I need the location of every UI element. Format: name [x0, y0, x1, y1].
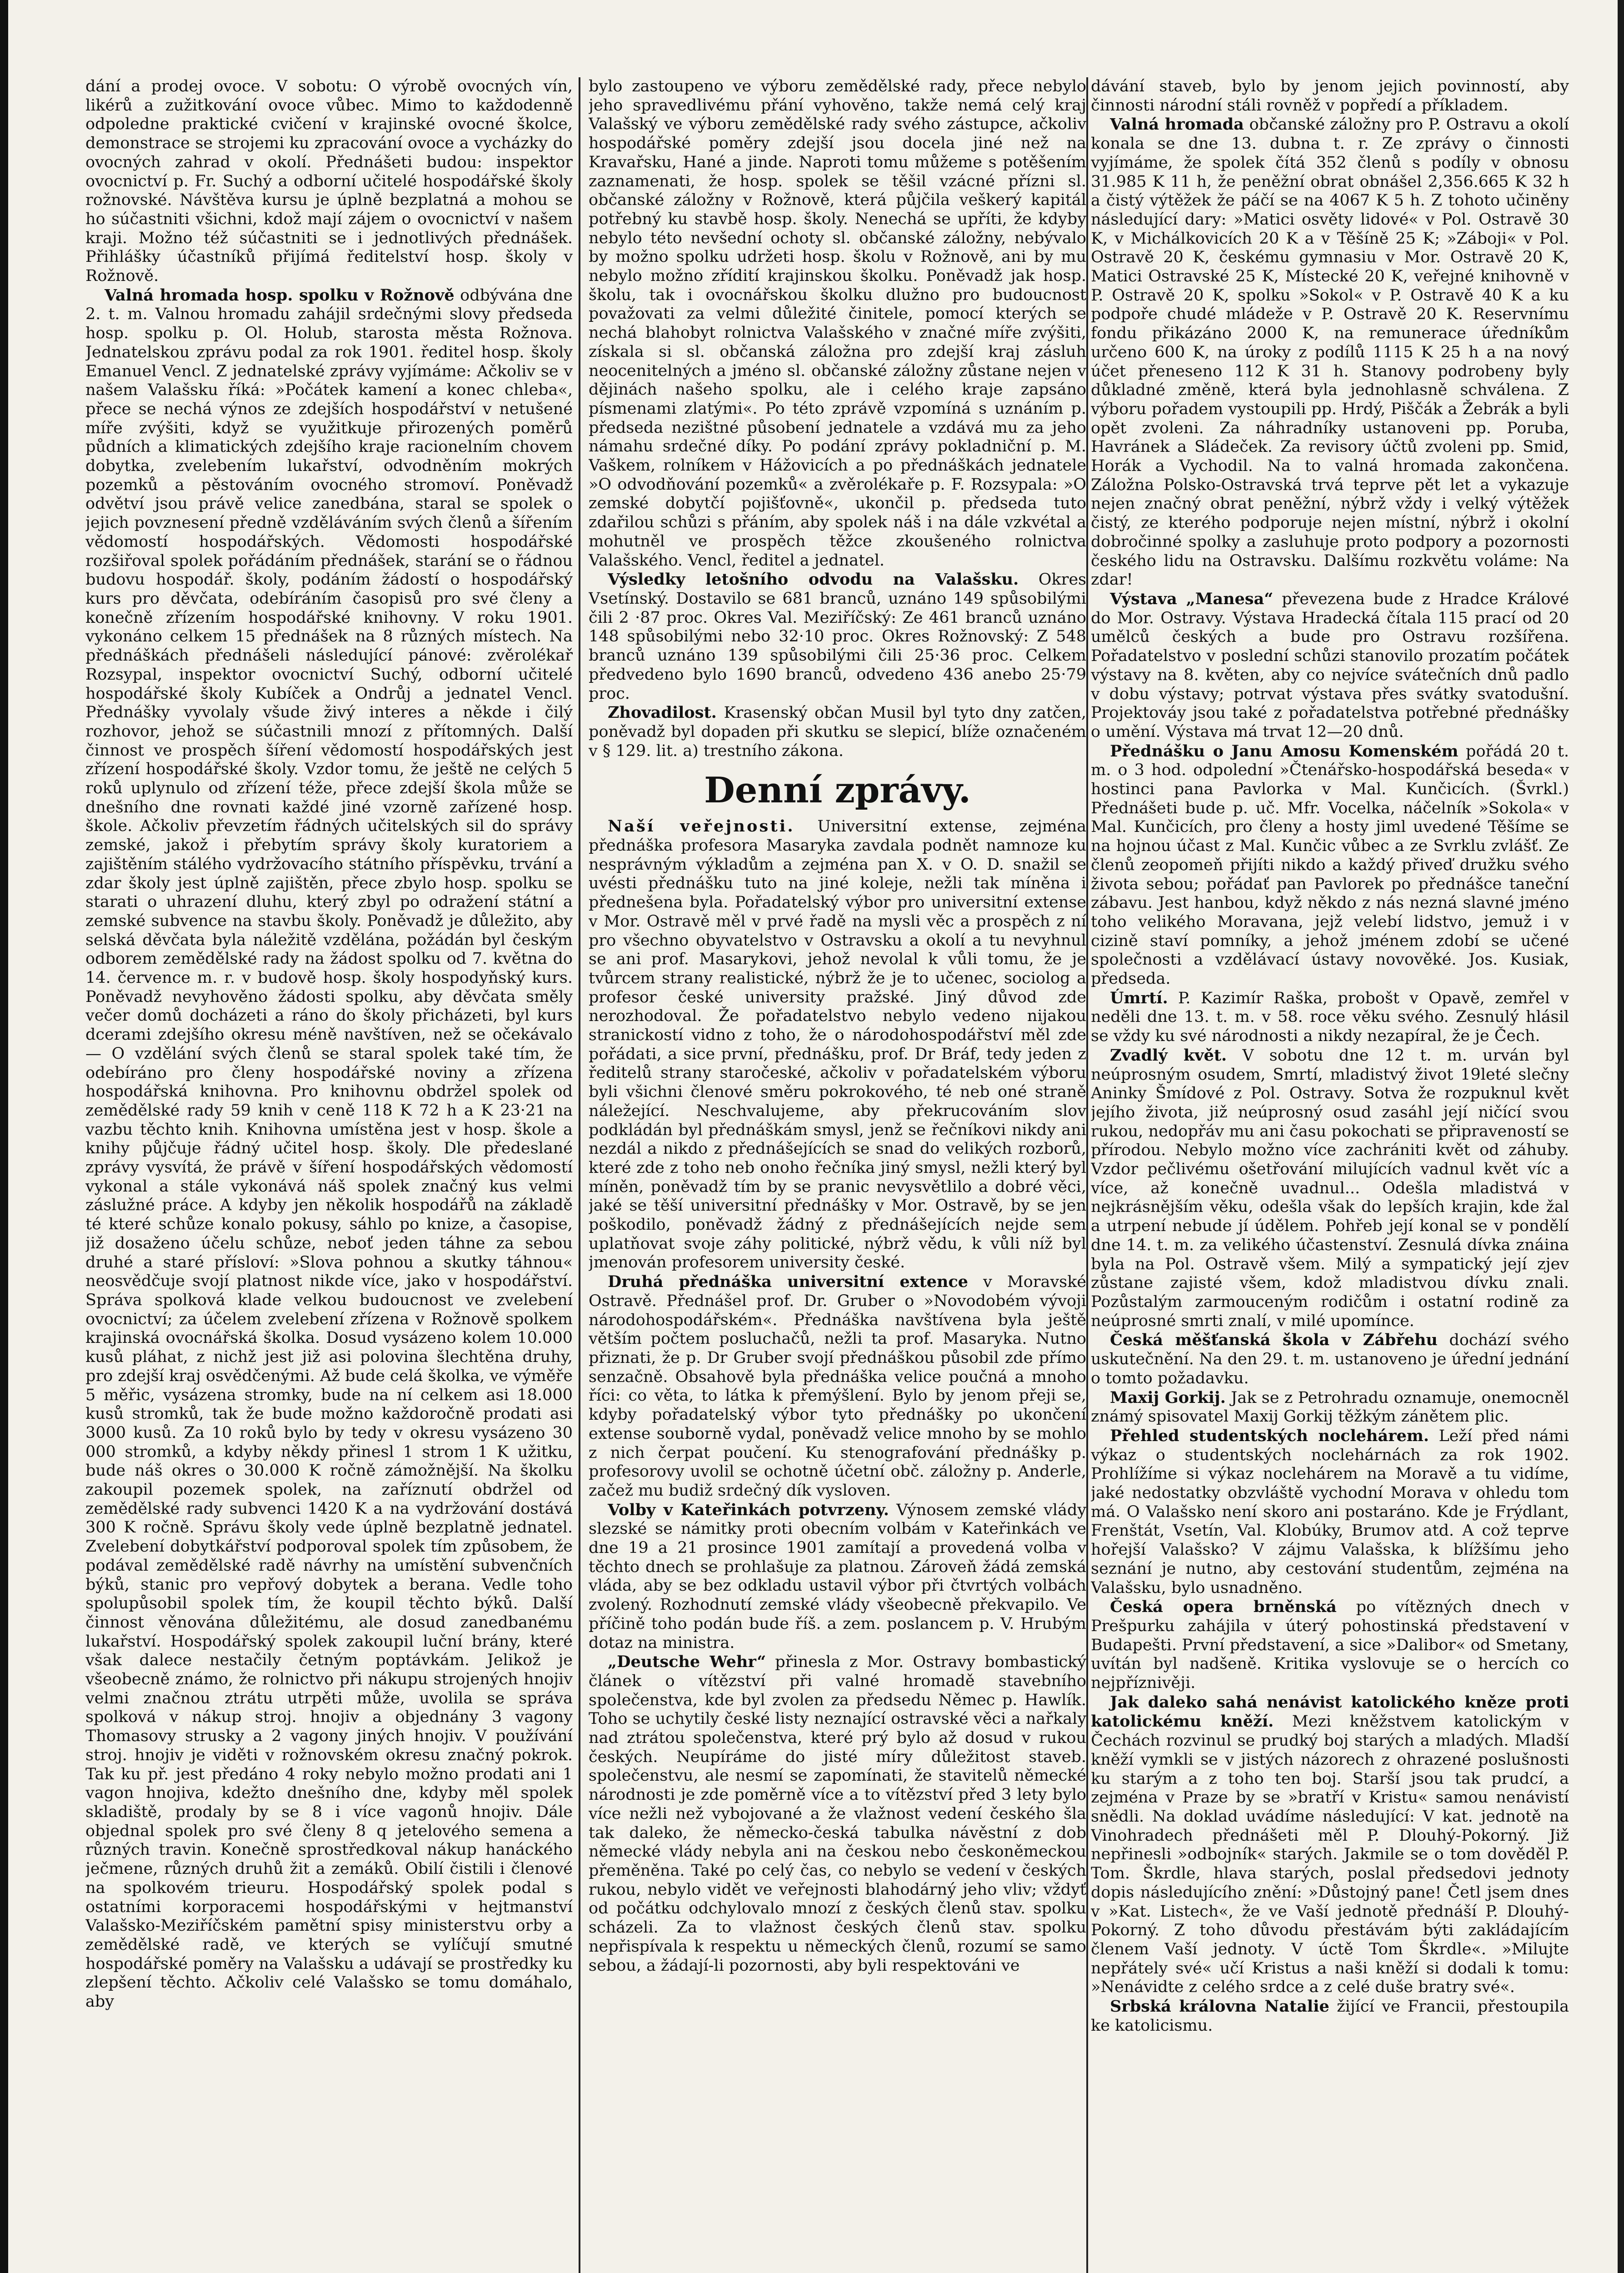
- article-body: Leží před námi výkaz o studentských noclehárnách za rok 1902. Prohlížíme si výkaz noclehárem na Moravě a tu vidíme, jaké nedostatky obzvláště vychodní Morava v ohledu tom má. O Valašsko není skoro ani postaráno. Kde je Frýdlant, Frenštát, Vsetín, Val. Klobúky, Brumov atd. A což teprve hořejší Valašsko? V zájmu Valašska, k blížšímu jeho seznání je nutno, aby cestování studentům, zejména na Valašsku, bylo usnadněno.: [1091, 1427, 1569, 1597]
- article-heading: Přednášku o Janu Amosu Komenském: [1110, 741, 1459, 761]
- article-gorkij: [1091, 1388, 1569, 1427]
- article-heading: Výsledky letošního odvodu na Valašsku.: [608, 570, 1019, 589]
- article-heading: Zhovadilost.: [608, 703, 717, 722]
- article-valna-hromada-zalozny: [1091, 115, 1569, 590]
- article-heading: Maxij Gorkij.: [1110, 1388, 1226, 1407]
- article-body: přinesla z Mor. Ostravy bombastický článek o vítězství při valné hromadě stavebního společenstva, kde byl zvolen za předsedu Němec p. Hawlík. Toho se uchytily české listy neznající ostravské věci a nařkaly nad ztrátou společenstva, které prý bylo až dosud v rukou českých. Neupíráme do jisté míry důležitost staveb. společenstvu, ale nesmí se zapomínati, že stavitelů německé národnosti je zde poměrně více a to vítězství před 3 lety bylo více nežli než vybojované a že vlažnost vedení českého šla tak daleko, že německo-česká tabulka návěstní z dob německé vlády nebyla ani na českou nebo českoněmeckou přeměněna. Také po celý čas, co nebylo se vedení v českých rukou, nebylo vidět ve veřejnosti blahodárný jeho vliv; vždyť od počátku odchylovalo mnozí z českých členů stav. spolku scházeli. Za to vlažnost českých členů stav. spolku nepřispívala k respektu u německých členů, rozumí se samo sebou, a žádají-li pozornosti, aby byli respektováni ve: [589, 1653, 1086, 1975]
- article-prednaska-komensky: [1091, 742, 1569, 989]
- article-vystava-manesa: [1091, 590, 1569, 742]
- column-3: [1091, 77, 1569, 2273]
- article-heading: Výstava „Manesa“: [1110, 589, 1274, 608]
- article-knezi: [1091, 1693, 1569, 1997]
- article-body: žijící ve Francii, přestoupila ke katolicismu.: [1091, 1998, 1569, 2035]
- article-heading: „Deutsche Wehr“: [608, 1652, 766, 1672]
- article-odvod: [589, 570, 1086, 703]
- article-heading: Česká opera brněnská: [1110, 1597, 1337, 1617]
- article-continuation: dávání staveb, bylo by jenom jejich povinností, aby činnosti národní stáli rovněž v popředí a příkladem.: [1091, 77, 1569, 115]
- article-body: odbývána dne 2. t. m. Valnou hromadu zahájil srdečnými slovy předseda hosp. spolku p. Ol. Holub, starosta města Rožnova. Jednatelskou zprávu podal za rok 1901. ředitel hosp. školy Emanuel Vencl. Z jednatelské zprávy vyjímáme: Ačkoliv se v našem Valašsku říká: »Počátek kamení a konec chleba«, přece se nechá výnos ze zdejších hospodářství v netušené míře zvýšiti, když se využitkuje přirozených poměrů půdních a klimatických zdejšího kraje racionelním chovem dobytka, zvelebením lukařství, odvodněním mokrých pozemků a pěstováním ovocného stromoví. Poněvadž odvětví jsou právě velice zanedbána, staral se spolek o jejich povznesení předně vzděláváním svých členů a šířením vědomostí hospodářských. Vědomosti hospodářské rozšiřoval spolek pořádáním přednášek, starání se o řádnou budovu hospodář. školy, podáním žádostí o hospodářský kurs pro děvčata, odebíráním časopisů pro své členy a konečně zřízením hospodářské knihovny. V roku 1901. vykonáno celkem 15 přednášek na 8 různých místech. Na přednáškách přednášeli následující pánové: zvěrolékař Rozsypal, inspektor ovocnictví Suchý, odborní učitelé hospodářské školy Kubíček a Ondrůj a jednatel Vencl. Přednášky vyvolaly všude živý interes a někde i čilý rozhovor, jehož se súčastnili mnozí z přítomných. Další činnost ve prospěch šíření vědomostí hospodářských jest zřízení hospodářské školy. Vzdor tomu, že ještě ne celých 5 roků uplynulo od zřízení téže, přece zdejší škola může se dnešního dne rovnati každé jiné vzorně zařízené hosp. škole. Ačkoliv převzetím řádných učitelských sil do správy zemské, jakož i přebytím správy školy kuratoriem a zajištěním stálého vydržovacího státního příspěvku, trvání a zdar školy jest úplně zajištěn, přece zbylo hosp. spolku se starati o uhrazení dluhu, který zbyl po odražení státní a zemské subvence na stavbu školy. Poněvadž je důležito, aby selská děvčata byla náležitě vzdělána, požádán byl českým odborem zemědělské rady na žádost spolku od 7. května do 14. července m. r. v budově hosp. školy hospodyňský kurs. Poněvadž nevyhověno žádosti spolku, aby děvčata směly večer domů docházeti a ráno do školy přicházeti, byl kurs dcerami zdejšího okresu méně navštíven, než se očekávalo — O vzdělání svých členů se staral spolek také tím, že odebíráno pro členy hospodářské noviny a zřízena hospodářská knihovna. Pro knihovnu obdržel spolek od zemědělské rady 59 knih v ceně 118 K 72 h a K 23·21 na vazbu těchto knih. Knihovna umístěna jest v hosp. škole a knihy půjčuje řádný učitel hosp. školy. Dle předeslané zprávy vysvítá, že právě v šíření hospodářských vědomostí vykonal a stále vykonává náš spolek značný kus velmi záslužné práce. A kdyby jen několik hospodářů na základě té které schůze konalo pokusy, sáhlo po knize, a časopise, již dosaženo účelu schůze, neboť jeden táhne za sebou druhé a staré přísloví: »Slova pohnou a skutky táhnou« neosvědčuje svojí platnost nikde více, jako v hospodářství. Správa spolková klade velkou budoucnost ve zvelebení ovocnictví; za účelem zvelebení zřízena v Rožnově spolkem krajinská ovocnářská školka. Dosud vysázeno kolem 10.000 kusů pláhat, z nichž jest již asi polovina šlechtěna druhy, pro zdejší kraj osvědčenými. Až bude celá školka, ve výměře 5 měřic, vysázena stromky, bude na ní celkem asi 18.000 kusů stromků, tak že bude možno každoročně prodati asi 3000 kusů. Za 10 roků bylo by tedy v okresu vysázeno 30 000 stromků, a kdyby někdy přinesl 1 strom 1 K užitku, bude náš okres o 30.000 K ročně zámožnější. Na školku zakoupil pozemek spolek, na zaříznutí obdržel od zemědělské rady subvenci 1420 K a na vydržování dostává 300 K ročně. Správu školy vede úplně bezplatně jednatel. Zvelebení dobytkářství podporoval spolek tím způsobem, že podával zemědělské radě návrhy na umístění subvenčních býků, stanic pro vepřový dobytek a berana. Vedle toho spolupůsobil spolek tím, že koupil těchto býků. Další činnost věnována důležitému, ale dosud zanedbanému lukařství. Hospodářský spolek zakoupil luční brány, které však dalece nestačily četným poptávkám. Jelikož je všeobecně známo, že rolnictvo při nákupu strojených hnojiv velmi značnou ztrátu utrpěti může, uvolila se správa spolková v nákup stroj. hnojiv a objednány 3 vagony Thomasovy strusky a 2 vagony jiných hnojiv. V používání stroj. hnojiv je viděti v rožnovském okresu značný pokrok. Tak ku př. jest předáno 4 roky nebylo možno prodati ani 1 vagon hnojiva, kdežto dnešního dne, kdyby měl spolek skladiště, prodaly by se 8 i více vagonů hnojiv. Dále objednal spolek pro své členy 8 q jetelového semena a různých travin. Konečně sprostředkoval nákup hanáckého ječmene, různých druhů žit a zemáků. Obilí čistili i členové na spolkovém trieuru. Hospodářský spolek podal s ostatními korporacemi hospodářskými v hejtmanství Valašsko-Meziříčském pamětní spisy ministerstvu orby a zemědělské radě, ve kterých se vylíčují smutné hospodářské poměry na Valašsku a udávají se prostředky ku zlepšení těchto. Ačkoliv celé Valašsko se tomu domáhalo, aby: [85, 286, 573, 2011]
- article-body: Okres Vsetínský. Dostavilo se 681 branců, uznáno 149 spůsobilými čili 2 ·87 proc. Okres Val. Meziříčský: Ze 461 branců uznáno 148 spůsobilými nebo 32·10 proc. Okres Rožnovský: Z 548 branců uznáno 139 spůsobilými čili 25·36 proc. Celkem předvedeno bylo 1690 branců, odvedeno 436 anebo 25·79 proc.: [589, 571, 1086, 703]
- article-body: Universitní extense, zejména přednáška profesora Masaryka zavdala podnět namnoze ku nesprávným výkladům a zejména pan X. v O. D. snažil se uvésti přednášku tuto na jiné koleje, nežli tak míněna i přednešena byla. Pořadatelský výbor pro universitní extense v Mor. Ostravě měl v prvé řadě na mysli věc a prospěch z ní pro všechno obyvatelstvo v Ostravsku a okolí a tu nevyhnul se ani prof. Masarykovi, jehož nevolal k vůli tomu, že je tvůrcem strany realistické, nýbrž že je to učenec, sociolog a profesor české university pražské. Jiný důvod zde nerozhodoval. Že pořadatelstvo nebylo vedeno nijakou stranickostí vidno z toho, že o národohospodářství měl zde pořádati, a sice první, přednášku, prof. Dr Bráf, tedy jeden z ředitelů strany staročeské, ačkoliv v pořadatelském výboru byli všichni členové směru pokrokového, té neb oné straně náležející. Neschvalujeme, aby překrucováním slov podkládán byl přednáškám smysl, jenž se řečníkovi nikdy ani nezdál a nikdo z přednášejících se snad do velikých rozborů, které zde z toho neb onoho řečníka jiný smysl, nežli který byl míněn, poněvadž tím by se pranic nevysvětlilo a dobré věci, jaké se těší universitní přednášky v Mor. Ostravě, by se jen poškodilo, poněvadž žádný z přednášejících nejde sem uplatňovat svoje záhy politické, nýbrž vědu, k vůli níž byl jmenován profesorem university české.: [589, 817, 1086, 1272]
- article-body: převezena bude z Hradce Králové do Mor. Ostravy. Výstava Hradecká čítala 115 prací od 20 umělců českých a bude pro Ostravu rozšířena. Pořadatelstvo v poslední schůzi stanovilo prozatím počátek výstavy na 8. květen, aby co nejvíce svátečních dnů padlo v dobu výstavy; potrvat výstava přes svátky svatodušní. Projektováy jsou také z pořadatelstva potřebné přednášky o umění. Výstava má trvat 12—20 dnů.: [1091, 590, 1569, 741]
- article-body: dochází svého uskutečnění. Na den 29. t. m. ustanoveno je úřední jednání o tomto požadavku.: [1091, 1331, 1569, 1387]
- article-skola-zabreh: [1091, 1331, 1569, 1388]
- article-heading: Valná hromada hosp. spolku v Rožnově: [105, 285, 455, 305]
- article-opera-brnenska: [1091, 1597, 1569, 1693]
- article-volby-katerinky: [589, 1501, 1086, 1653]
- column-rule-2: [1086, 77, 1088, 2273]
- article-body: V sobotu dne 12 t. m. urván byl neúprosným osudem, Smrtí, mladistvý život 19leté slečny Aninky Šmídové z Pol. Ostravy. Sotva že rozpuknul květ jejího života, již neúprosný osud zasáhl její ničící svou rukou, nedopřáv mu ani času pokochati se připraveností se přírodou. Nebylo možno více zachrániti květ od záhuby. Vzdor pečlivému ošetřování milujících vadnul květ víc a více, až konečně uvadnul... Odešla mladistvá v nejkrásnějším věku, odešla však do lepších krajin, kde žal a utrpení nebude jí údělem. Pohřeb její konal se v pondělí dne 14. t. m. za velikého účastenství. Zesnulá dívka znáina byla na Pol. Ostravě všem. Milý a sympatický její zjev zůstane zajisté všem, kdož mladistvou dívku znali. Pozůstalým zarmouceným rodičům i ostatní rodině za neúprosné smrti znalí, v milé upomínce.: [1091, 1046, 1569, 1330]
- article-body: v Moravské Ostravě. Přednášel prof. Dr. Gruber o »Novodobém vývoji národohospodářském«. Přednáška navštívena byla ještě větším počtem posluchačů, nežli ta prof. Masaryka. Nutno přiznati, že p. Dr Gruber svojí přednáškou působil zde přímo senzačně. Obsahově byla přednáška velice poučná a mnoho říci: co věta, to látka k přemýšlení. Bylo by jenom přeji se, kdyby pořadatelský výbor tyto přednášky po ukončení extense souborně vydal, poněvadž velice mnoho by se mohlo z nich čerpat poučení. Ku stenografování přednášky p. profesorovy uvolil se ochotně účetní obč. záložny p. Anderle, začež mu budiž srdečný dík vysloven.: [589, 1273, 1086, 1500]
- article-body: P. Kazimír Raška, probošt v Opavě, zemřel v neděli dne 13. t. m. v 58. roce věku svého. Zesnulý hlásil se vždy ku své národnosti a nikdy nezapíral, že je Čech.: [1091, 989, 1569, 1046]
- article-body: občanské záložny pro P. Ostravu a okolí konala se dne 13. dubna t. r. Ze zprávy o činnosti vyjímáme, že spolek čítá 352 členů s podíly v obnosu 31.985 K 11 h, že peněžní obrat obnášel 2,356.665 K 32 h a čistý výtěžek že páčí se na 4067 K 5 h. Z tohoto učiněny následující dary: »Matici osvěty lidové« v Pol. Ostravě 30 K, v Michálkovicích 20 K a v Těšíně 25 K; »Záboji« v Pol. Ostravě 20 K, českému gymnasiu v Mor. Ostravě 20 K, Matici Ostravské 25 K, Místecké 20 K, veřejné knihovně v P. Ostravě 20 K, spolku »Sokol« v P. Ostravě 40 K a ku podpoře chudé mládeže v P. Ostravě 20 K. Reservnímu fondu přikázáno 2000 K, na remunerace úředníkům určeno 600 K, na úroky z podílů 1115 K 25 h a na nový účet přeneseno 112 K 31 h. Stanovy podrobeny byly důkladné změně, která byla jednohlasně schválena. Z výboru pořadem vystoupili pp. Hrdý, Piščák a Žebrák a byli opět zvoleni. Za náhradníky ustanoveni pp. Poruba, Havránek a Sládeček. Za revisory účtů zvoleni pp. Smid, Horák a Vychodil. Na to valná hromada zakončena. Záložna Polsko-Ostravská trvá teprve pět let a vykazuje nejen značný obrat peněžní, nýbrž vždy i velký výtěžek čistý, ze kterého podporuje nejen místní, nýbrž i okolní dobročinné spolky a zasluhuje proto podpory a pozornosti českého lidu na Ostravsku. Dalšímu rozkvětu voláme: Na zdar!: [1091, 115, 1569, 589]
- article-heading: Úmrtí.: [1110, 988, 1168, 1007]
- article-deutsche-wehr: [589, 1652, 1086, 1975]
- article-noclehárny: [1091, 1427, 1569, 1597]
- article-continuation: bylo zastoupeno ve výboru zemědělské rady, přece nebylo jeho spravedlivému přání vyhověno, takže nemá celý kraj Valašský ve výboru zemědělské rady svého zástupce, ačkoliv hospodářské poměry zdejší jsou docela jiné než na Kravařsku, Hané a jinde. Naproti tomu můžeme s potěšením zaznamenati, že hosp. spolek se těšil vzácné přízni sl. občanské záložny v Rožnově, která půjčila veškerý kapitál potřebný ku stavbě hosp. školy. Nenechá se upříti, že kdyby nebylo této nevšední ochoty sl. občanské záložny, nebývalo by možno spolku udržeti hosp. školu v Rožnově, ani by mu nebylo možno zřídití krajinskou školku. Poněvadž jak hosp. školu, tak i ovocnářskou školku dlužno pro budoucnost považovati za velmi důležité činitele, pomocí kterých se nechá blahobyt rolnictva Valašského v značné míře zvýšiti, získala si sl. občanská záložna pro zdejší kraj zásluh neocenitelných a jméno sl. občanské záložny zůstane nejen v dějinách našeho spolku, ale i celého kraje zapsáno písmenami zlatými«. Po této zprávě vzpomíná s uznáním p. předseda nezištné působení jednatele a vzdává mu za jeho námahu srdečné díky. Po podání zprávy pokladniční p. M. Vaškem, rolníkem v Hážovicích a po přednáškách jednatele »O odvodňování pozemků« a zvěrolékaře p. F. Rozsypala: »O zemské dobytčí pojišťovně«, ukončil p. předseda tuto zdařilou schůzi s přáním, aby spolek náš i na dále vzkvétal a mohutněl ve prospěch těžce zkoušeného rolnictva Valašského. Vencl, ředitel a jednatel.: [589, 77, 1086, 570]
- article-heading: Srbská královna Natalie: [1110, 1997, 1329, 2016]
- article-nasi-verejnosti: [589, 817, 1086, 1272]
- article-valna-hromada-roznov: [85, 286, 573, 2012]
- article-heading: Přehled studentských noclehárem.: [1110, 1426, 1429, 1445]
- article-heading: Volby v Kateřinkách potvrzeny.: [608, 1500, 889, 1519]
- article-heading: Zvadlý květ.: [1110, 1046, 1227, 1065]
- column-1: [85, 77, 573, 2273]
- article-heading: Naší veřejnosti.: [608, 817, 795, 836]
- kurs-ovocnictvi-text: dání a prodej ovoce. V sobotu: O výrobě ovocných vín, likérů a zužitkování ovoce vůbec. Mimo to každodenně odpoledne praktické cvičení v krajinské ovocné školce, demonstrace se strojemi ku zpracování ovoce a vycházky do ovocných zahrad v okolí. Přednášeti budou: inspektor ovocnictví p. Fr. Suchý a odborní učitelé hospodářské školy rožnovské. Návštěva kursu je úplně bezplatná a mohou se ho súčastniti všichni, kdož mají zájem o ovocnictví v našem kraji. Možno též súčastniti se i jednotlivých přednášek. Přihlášky účastníků přijímá ředitelství hosp. školy v Rožnově.: [85, 77, 573, 285]
- article-body: po vítězných dnech v Prešpurku zahájila v úterý pohostinská představení v Budapešti. První představení, a sice »Dalibor« od Smetany, uvítán byl nadšeně. Kritika vyslovuje se o hercích co nejpříznivěji.: [1091, 1598, 1569, 1692]
- article-body: Mezi kněžstvem katolickým v Čechách rozvinul se prudký boj starých a mladých. Mladší kněží vymkli se v jistých názorech z ohrazené poslušnosti ku starým a z toho ten boj. Starší jsou tak prudcí, a zejména v Praze by se »bratří v Kristu« samou nenávistí snědli. Na doklad uvádíme následující: V kat. jednotě na Vinohradech přednášeti měl P. Dlouhý-Pokorný. Již nepřinesli »odbojník« starých. Jakmile se o tom dověděl P. Tom. Škrdle, hlava starých, poslal předsedovi jednoty dopis následujícího znění: »Důstojný pane! Četl jsem dnes v »Kat. Listech«, že ve Vaší jednotě přednáší P. Dlouhý-Pokorný. Z toho důvodu přestávám býti zakládajícím členem Vaší jednoty. V úctě Tom Škrdle«. »Milujte nepřátely své« učí Kristus a naši kněží si dodali k tomu: »Nenávidte z celého srdce a z celé duše bratry své«.: [1091, 1712, 1569, 1997]
- scan-edge-left: [0, 0, 8, 2273]
- article-heading: Valná hromada: [1110, 115, 1244, 134]
- article-heading: Druhá přednáška universitní extence: [608, 1272, 968, 1292]
- column-2: [589, 77, 1086, 2273]
- article-zhovadilost: [589, 703, 1086, 761]
- article-body: pořádá 20 t. m. o 3 hod. odpolední »Čtenářsko-hospodářská beseda« v hostinci pana Pavlorka v Mal. Kunčicích. (Švrkl.) Přednášeti bude p. uč. Mfr. Vocelka, náčelník »Sokola« v Mal. Kunčicích, pro členy a hosty jiml uvedené Těšíme se na hojnou účast z Mal. Kunčic vůbec a ze Svrklu zvlášť. Ze členů zeopomeň přijíti nikdo a každý přiveď družku svého života sebou; pořádať pan Pavlorek po přednášce taneční zábavu. Jest hanbou, když někdo z nás nezná slavné jméno toho velikého Moravana, jejž velebí lidstvo, jemuž i v cizině staví pomníky, a jehož jménem zdobí se učené společnosti a vzdělávací ústavy novověké. Jos. Kusiak, předseda.: [1091, 742, 1569, 988]
- article-zvadly-kvet: [1091, 1046, 1569, 1331]
- article-umrti: [1091, 989, 1569, 1046]
- section-title-denni-zpravy: Denní zprávy.: [704, 770, 971, 811]
- column-rule-1: [579, 77, 580, 2273]
- scan-edge-right: [1618, 0, 1624, 2273]
- article-kralovna-natalie: [1091, 1997, 1569, 2035]
- article-body: Krasenský občan Musil byl tyto dny zatčen, poněvadž byl dopaden při skutku se slepicí, blíže označeném v § 129. lit. a) trestního zákona.: [589, 704, 1086, 760]
- article-body: Jak se z Petrohradu oznamuje, onemocněl známý spisovatel Maxij Gorkij těžkým zánětem plic.: [1091, 1388, 1569, 1426]
- article-heading: Jak daleko sahá nenávist katolického kněze proti katolickému kněží.: [1091, 1692, 1569, 1731]
- article-body: Výnosem zemské vlády slezské se námitky proti obecním volbám v Kateřinkách ve dne 19 a 21 prosince 1901 zamítají a provedená volba v těchto dnech se prohlašuje za platnou. Zároveň žádá zemská vláda, aby se bez odkladu ustavil výbor při čtvrtých volbách zvolený. Rozhodnutí zemské vlády všeobecně překvapilo. Ve příčině toho podán bude říš. a zem. poslancem p. V. Hrubým dotaz na ministra.: [589, 1501, 1086, 1652]
- article-druha-prednaska: [589, 1272, 1086, 1500]
- article-heading: Česká měšťanská škola v Zábřehu: [1110, 1331, 1438, 1350]
